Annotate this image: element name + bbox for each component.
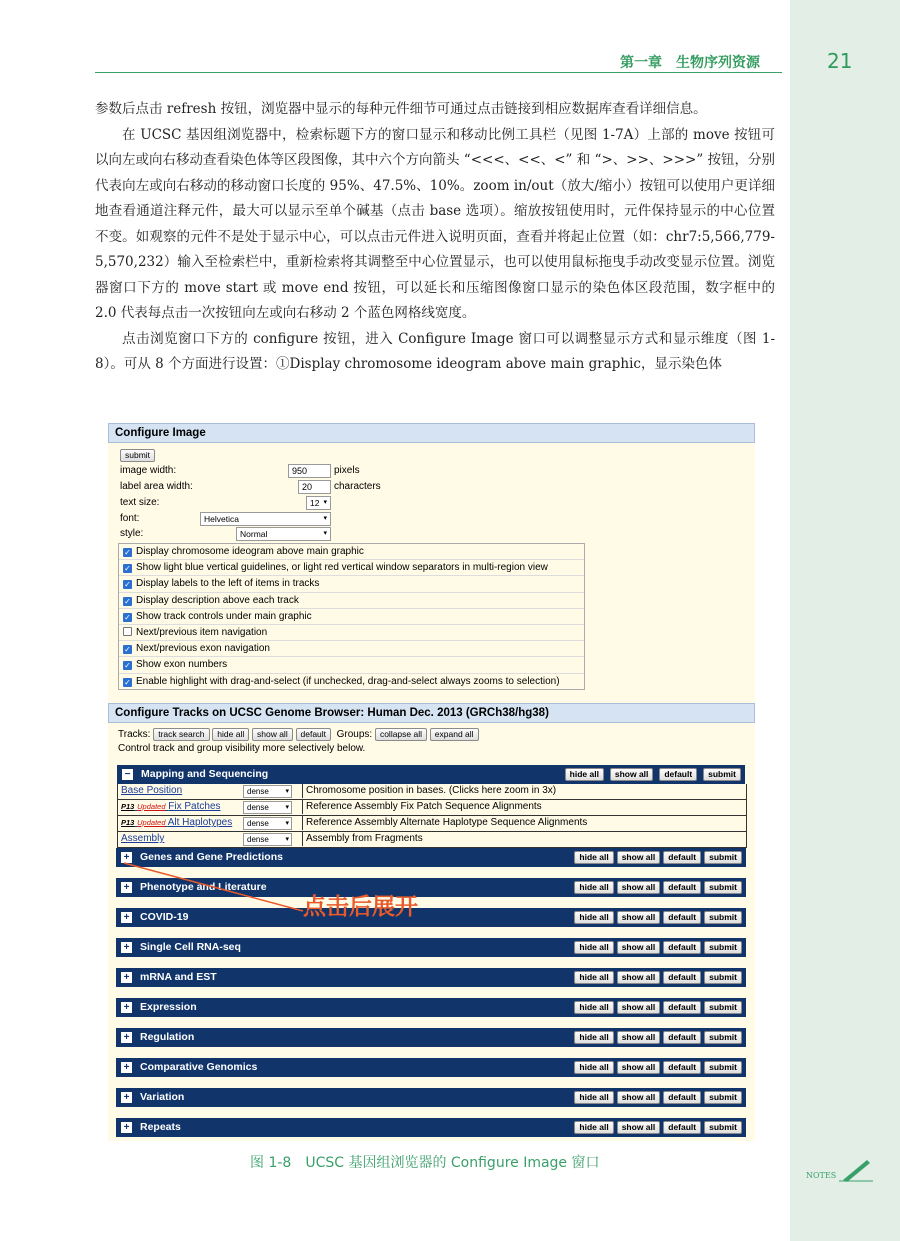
chevron-down-icon: ▾ (323, 499, 327, 506)
checkbox[interactable]: ✓ (124, 612, 131, 622)
figure-caption: 图 1-8 UCSC 基因组浏览器的 Configure Image 窗口 (250, 1155, 600, 1171)
group-label: COVID-19 (140, 911, 189, 923)
hide-all-button[interactable]: hide all (212, 728, 249, 741)
option-label: Display labels to the left of items in tracks (136, 578, 320, 590)
group-hide-all-button[interactable]: hide all (574, 1061, 613, 1074)
track-description: Assembly from Fragments (302, 832, 746, 846)
chevron-down-icon: ▾ (285, 836, 289, 843)
visibility-value: dense (247, 787, 269, 796)
group-submit-button[interactable]: submit (704, 1091, 742, 1104)
text-size-label: text size: (120, 497, 160, 508)
image-width-input[interactable]: 950 (288, 464, 331, 478)
show-all-button[interactable]: show all (252, 728, 293, 741)
group-show-all-button[interactable]: show all (617, 971, 661, 984)
image-width-label: image width: (120, 465, 177, 476)
group-label: Phenotype and Literature (140, 881, 267, 893)
style-select[interactable]: Normal ▾ (236, 527, 331, 541)
style-label: style: (120, 528, 144, 539)
header-rule (95, 72, 782, 73)
group-hide-all-button[interactable]: hide all (574, 1121, 613, 1134)
group-show-all-button[interactable]: show all (617, 1091, 661, 1104)
figure-screenshot (108, 423, 755, 1141)
option-label: Next/previous exon navigation (136, 643, 270, 655)
paragraph-2: 在 UCSC 基因组浏览器中，检索标题下方的窗口显示和移动比例工具栏（见图 1-7A）上部的 move 按钮可以向左或向右移动查看染色体等区段图像，其中六个方向箭头 “<<<、<<、<” 和 “>、>>、>>>” 按钮，分别代表向左或向右移动的移动窗口长度的 95%、47.5%、10%。zoom in/out（放大/缩小）按钮可以使用户更详细地查看通道注释元件，最大可以显示至单个碱基（点击 base 选项）。缩放按钮使用时，元件保持显示的中心位置不变。如观察的元件不是处于显示中心，可以点击元件进入说明页面，查看并将起止位置（如：chr7:5,566,779-5,570,232）输入至检索栏中，重新检索将其调整至中心位置显示，也可以使用鼠标拖曳手动改变显示位置。浏览器窗口下方的 move start 或 move end 按钮，可以延长和压缩图像窗口显示的染色体区段范围，数字框中的 2.0 代表每点击一次按钮向左或向右移动 2 个蓝色网格线宽度。 (95, 126, 776, 321)
chevron-down-icon: ▾ (285, 788, 289, 795)
group-hide-all-button[interactable]: hide all (565, 768, 604, 781)
group-show-all-button[interactable]: show all (617, 1001, 661, 1014)
track-description: Reference Assembly Fix Patch Sequence Alignments (302, 800, 746, 814)
p13-badge: P13 (121, 802, 135, 811)
chevron-down-icon: ▾ (323, 530, 327, 537)
chevron-down-icon: ▾ (285, 804, 289, 811)
default-button[interactable]: default (296, 728, 332, 741)
margin-sidebar (790, 0, 900, 1241)
expand-icon[interactable]: + (121, 852, 132, 863)
label-width-input[interactable]: 20 (298, 480, 331, 494)
track-link[interactable]: Alt Haplotypes (167, 817, 233, 828)
group-default-button[interactable]: default (663, 1001, 701, 1014)
checkbox[interactable]: ✓ (124, 580, 131, 590)
group-hide-all-button[interactable]: hide all (574, 1091, 613, 1104)
group-default-button[interactable]: default (663, 971, 701, 984)
group-label: Variation (140, 1091, 185, 1103)
group-submit-button[interactable]: submit (704, 851, 742, 864)
checkbox[interactable]: ✓ (124, 596, 131, 606)
group-label: Repeats (140, 1121, 181, 1133)
expand-icon[interactable]: + (121, 1062, 132, 1073)
label-width-unit: characters (334, 481, 381, 492)
expand-icon[interactable]: + (121, 912, 132, 923)
option-label: Show light blue vertical guidelines, or light red vertical window separators in multi-region view (136, 562, 548, 574)
collapse-all-button[interactable]: collapse all (375, 728, 427, 741)
group-hide-all-button[interactable]: hide all (574, 1031, 613, 1044)
configure-image-title: Configure Image (108, 423, 755, 443)
label-width-label: label area width: (120, 481, 193, 492)
expand-icon[interactable]: + (121, 1002, 132, 1013)
checkbox[interactable]: ✓ (124, 564, 131, 574)
option-label: Display description above each track (136, 594, 299, 606)
expand-icon[interactable]: + (121, 1092, 132, 1103)
group-submit-button[interactable]: submit (704, 911, 742, 924)
group-show-all-button[interactable]: show all (610, 768, 654, 781)
visibility-value: dense (247, 835, 269, 844)
option-label: Enable highlight with drag-and-select (if unchecked, drag-and-select always zooms to selection) (136, 675, 560, 687)
expand-icon[interactable]: + (121, 942, 132, 953)
group-default-button[interactable]: default (663, 941, 701, 954)
track-link[interactable]: Base Position (121, 785, 183, 796)
font-label: font: (120, 513, 140, 524)
chapter-title: 第一章 生物序列资源 (620, 55, 760, 71)
group-submit-button[interactable]: submit (704, 1031, 742, 1044)
group-show-all-button[interactable]: show all (617, 881, 661, 894)
group-label: Genes and Gene Predictions (140, 851, 283, 863)
image-width-unit: pixels (334, 465, 360, 476)
group-submit-button[interactable]: submit (703, 768, 741, 781)
group-default-button[interactable]: default (663, 1091, 701, 1104)
track-link[interactable]: Fix Patches (168, 801, 221, 812)
group-show-all-button[interactable]: show all (617, 911, 661, 924)
option-label: Show exon numbers (136, 659, 228, 671)
group-submit-button[interactable]: submit (704, 971, 742, 984)
group-submit-button[interactable]: submit (704, 941, 742, 954)
group-label: mRNA and EST (140, 971, 217, 983)
group-hide-all-button[interactable]: hide all (574, 1001, 613, 1014)
checkbox[interactable]: ✓ (124, 677, 131, 687)
configure-tracks-title: Configure Tracks on UCSC Genome Browser: Human Dec. 2013 (GRCh38/hg38) (108, 703, 755, 723)
chevron-down-icon: ▾ (323, 515, 327, 522)
track-link[interactable]: Assembly (121, 833, 165, 844)
paragraph-1: 参数后点击 refresh 按钮，浏览器中显示的每种元件细节可通过点击链接到相应数据库查看详细信息。 (95, 101, 707, 117)
group-label: Single Cell RNA-seq (140, 941, 241, 953)
visibility-value: dense (247, 819, 269, 828)
group-label: Regulation (140, 1031, 195, 1043)
page-number: 21 (827, 49, 853, 73)
group-hide-all-button[interactable]: hide all (574, 941, 613, 954)
track-search-button[interactable]: track search (153, 728, 209, 741)
group-show-all-button[interactable]: show all (617, 1121, 661, 1134)
text-size-select[interactable]: 12 ▾ (306, 496, 331, 510)
group-default-button[interactable]: default (663, 911, 701, 924)
group-label: Mapping and Sequencing (141, 768, 269, 780)
expand-icon[interactable]: + (121, 972, 132, 983)
submit-button[interactable]: submit (120, 449, 155, 462)
collapse-icon[interactable]: − (122, 769, 133, 780)
option-label: Display chromosome ideogram above main graphic (136, 546, 364, 557)
group-submit-button[interactable]: submit (704, 1061, 742, 1074)
body-text (95, 97, 775, 378)
checkbox[interactable]: ✓ (124, 645, 131, 655)
group-show-all-button[interactable]: show all (617, 1031, 661, 1044)
track-description: Chromosome position in bases. (Clicks here zoom in 3x) (302, 784, 746, 798)
groups-label: Groups: (336, 729, 373, 740)
group-hide-all-button[interactable]: hide all (574, 911, 613, 924)
group-label: Expression (140, 1001, 197, 1013)
group-submit-button[interactable]: submit (704, 881, 742, 894)
updated-badge: Updated (137, 802, 166, 811)
font-select[interactable]: Helvetica ▾ (200, 512, 331, 526)
group-submit-button[interactable]: submit (704, 1121, 742, 1134)
expand-icon[interactable]: + (121, 882, 132, 893)
tracks-label: Tracks: (118, 729, 151, 740)
group-show-all-button[interactable]: show all (617, 941, 661, 954)
track-description: Reference Assembly Alternate Haplotype Sequence Alignments (302, 816, 746, 830)
visibility-value: dense (247, 803, 269, 812)
group-default-button[interactable]: default (659, 768, 697, 781)
group-hide-all-button[interactable]: hide all (574, 971, 613, 984)
group-default-button[interactable]: default (663, 1121, 701, 1134)
paragraph-3: 点击浏览窗口下方的 configure 按钮，进入 Configure Image 窗口可以调整显示方式和显示维度（图 1-8）。可从 8 个方面进行设置：①Display chromosome ideogram above main graphic，显示染色体 (95, 330, 776, 372)
group-hide-all-button[interactable]: hide all (574, 881, 613, 894)
chevron-down-icon: ▾ (285, 820, 289, 827)
tracks-help-text: Control track and group visibility more selectively below. (118, 743, 366, 754)
annotation-arrow (108, 423, 755, 1141)
group-hide-all-button[interactable]: hide all (574, 851, 613, 864)
group-show-all-button[interactable]: show all (617, 851, 661, 864)
option-label: Show track controls under main graphic (136, 610, 312, 622)
updated-badge: Updated (137, 818, 166, 827)
notes-label: NOTES (806, 1156, 873, 1182)
group-default-button[interactable]: default (663, 881, 701, 894)
group-label: Comparative Genomics (140, 1061, 258, 1073)
expand-icon[interactable]: + (121, 1032, 132, 1043)
group-default-button[interactable]: default (663, 1061, 701, 1074)
group-default-button[interactable]: default (663, 1031, 701, 1044)
group-default-button[interactable]: default (663, 851, 701, 864)
expand-all-button[interactable]: expand all (430, 728, 479, 741)
checkbox[interactable]: ✓ (124, 548, 131, 557)
pen-icon (839, 1156, 873, 1182)
group-show-all-button[interactable]: show all (617, 1061, 661, 1074)
p13-badge: P13 (121, 818, 135, 827)
group-submit-button[interactable]: submit (704, 1001, 742, 1014)
annotation-text: 点击后展开 (303, 894, 418, 920)
option-label: Next/previous item navigation (136, 626, 268, 638)
checkbox[interactable]: ✓ (124, 661, 131, 671)
expand-icon[interactable]: + (121, 1122, 132, 1133)
